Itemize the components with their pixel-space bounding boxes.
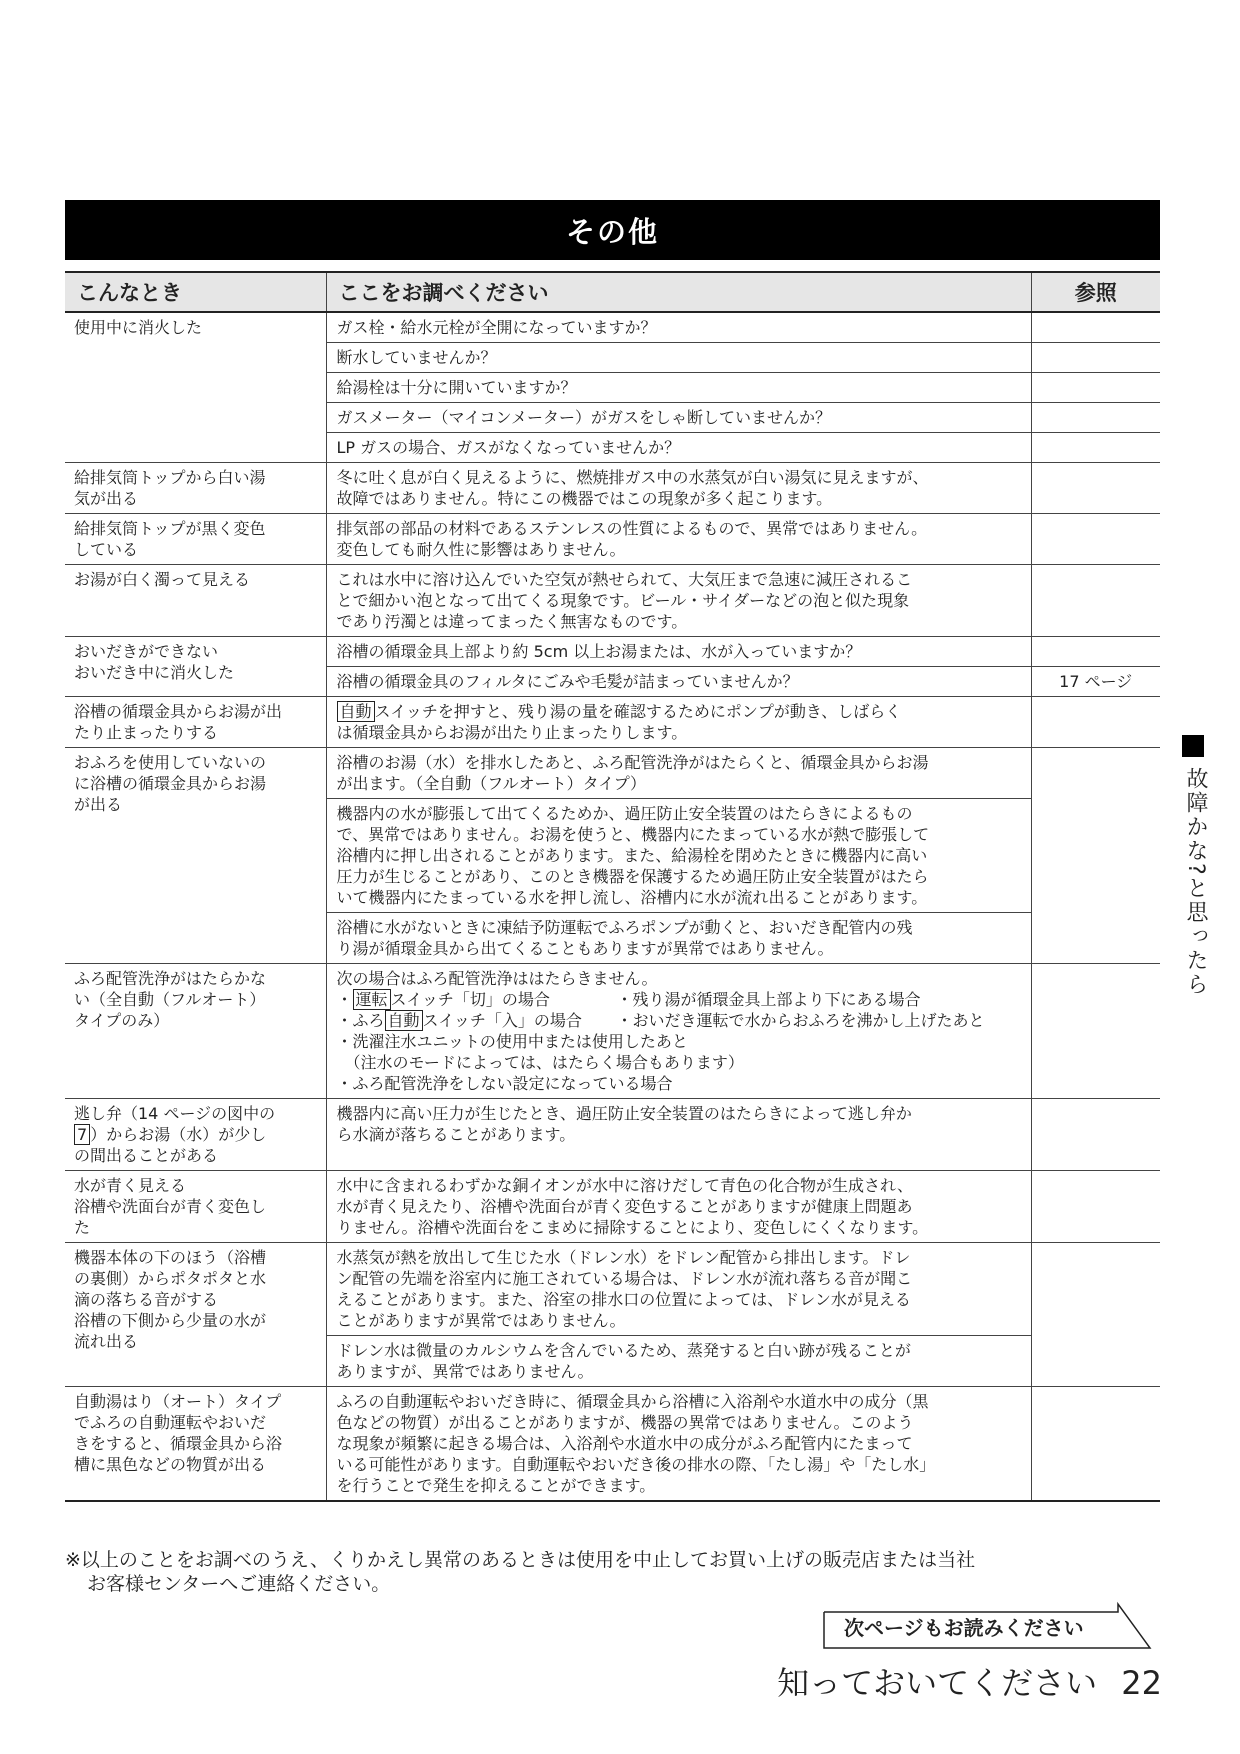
cell-ref [1031, 637, 1160, 667]
check-line: （注水のモードによっては、はたらく場合もあります） [344, 1053, 744, 1072]
check-line: りません。浴槽や洗面台をこまめに掃除することにより、変色しにくくなります。 [336, 1218, 929, 1237]
cell-check [326, 565, 1031, 637]
cell-check: ガスメーター（マイコンメーター）がガスをしゃ断していませんか？ [326, 403, 1031, 433]
check-line: ・ふろ配管洗浄をしない設定になっている場合 [336, 1074, 673, 1093]
table-row [65, 697, 1160, 748]
when-line: おふろを使用していないの [74, 753, 267, 772]
when-line: が出る [74, 795, 123, 814]
cell-check [326, 1171, 1031, 1243]
cell-check: ガス栓・給水元栓が全開になっていますか？ [326, 312, 1031, 343]
cell-ref [1031, 373, 1160, 403]
cell-when [65, 1099, 326, 1171]
check-line: 圧力が生じることがあり、このとき機器を保護するため過圧防止安全装置がはたら [336, 867, 929, 886]
square-icon [1182, 735, 1204, 757]
header-ref: 参照 [1031, 272, 1160, 312]
when-line: 逃し弁（14 ページの図中の [74, 1104, 276, 1123]
when-line: 槽に黒色などの物質が出る [74, 1455, 267, 1474]
check-line: ら水滴が落ちることがあります。 [336, 1125, 576, 1144]
when-line: に浴槽の循環金具からお湯 [74, 774, 267, 793]
cell-check: LP ガスの場合、ガスがなくなっていませんか？ [326, 433, 1031, 463]
when-line: おいだきができない [74, 642, 219, 661]
cell-ref [1031, 1243, 1160, 1387]
check-line: であり汚濁とは違ってまったく無害なものです。 [336, 612, 688, 631]
check-line: ドレン水は微量のカルシウムを含んでいるため、蒸発すると白い跡が残ることが [336, 1341, 911, 1360]
check-line: えることがあります。また、浴室の排水口の位置によっては、ドレン水が見える [336, 1290, 911, 1309]
when-line: ふろ配管洗浄がはたらかな [74, 969, 267, 988]
cell-when [65, 1171, 326, 1243]
footer-label: 知っておいてください [777, 1664, 1098, 1702]
footnote-line: お客様センターへご連絡ください。 [87, 1573, 391, 1595]
when-line: 給排気筒トップが黒く変色 [74, 519, 266, 538]
when-line: 滴の落ちる音がする [74, 1290, 219, 1309]
check-line: 機器内に高い圧力が生じたとき、過圧防止安全装置のはたらきによって逃し弁か [336, 1104, 912, 1123]
check-line: は循環金具からお湯が出たり止まったりします。 [336, 723, 688, 742]
header-when: こんなとき [65, 272, 326, 312]
when-text: ）からお湯（水）が少し [90, 1125, 267, 1144]
bullet-reheat: ・おいだき運転で水からおふろを沸かし上げたあと [616, 1011, 985, 1030]
bullet-run-off [337, 989, 617, 1010]
check-line: 浴槽のお湯（水）を排水したあと、ふろ配管洗浄がはたらくと、循環金具からお湯 [336, 753, 929, 772]
cell-ref [1031, 1099, 1160, 1171]
check-line: 水が青く見えたり、浴槽や洗面台が青く変色することがありますが健康上問題あ [336, 1197, 913, 1216]
table-row [65, 964, 1160, 1099]
check-line: 浴槽に水がないときに凍結予防運転でふろポンプが動くと、おいだき配管内の残 [336, 918, 913, 937]
check-line: 機器内の水が膨張して出てくるためか、過圧防止安全装置のはたらきによるもの [336, 804, 913, 823]
cell-ref [1031, 343, 1160, 373]
cell-ref [1031, 697, 1160, 748]
next-page-tag [822, 1600, 1152, 1650]
cell-ref [1031, 748, 1160, 964]
when-line: 浴槽や洗面台が青く変色し [74, 1197, 267, 1216]
check-line: を行うことで発生を抑えることができます。 [336, 1476, 656, 1495]
table-row [65, 748, 1160, 799]
table-row [65, 1171, 1160, 1243]
page-footer [777, 1658, 1162, 1704]
cell-check [326, 697, 1031, 748]
next-page-label: 次ページもお読みください [844, 1616, 1084, 1640]
when-line: でふろの自動運転やおいだ [74, 1413, 267, 1432]
check-line: いる可能性があります。自動運転やおいだき後の排水の際、「たし湯」や「たし水」 [336, 1455, 936, 1474]
cell-ref [1031, 1171, 1160, 1243]
check-line: 変色しても耐久性に影響はありません。 [336, 540, 626, 559]
check-text: スイッチ「入」の場合 [422, 1011, 582, 1030]
cell-when [65, 514, 326, 565]
footnote-line: ※以上のことをお調べのうえ、くりかえし異常のあるときは使用を中止してお買い上げの販売店または当社 [65, 1549, 976, 1571]
when-line: 浴槽の循環金具からお湯が出 [74, 702, 283, 721]
cell-check [326, 799, 1031, 913]
cell-ref [1031, 463, 1160, 514]
table-row [65, 637, 1160, 667]
when-line: 気が出る [74, 489, 139, 508]
when-line: い（全自動（フルオート） [74, 990, 266, 1009]
cell-ref [1031, 312, 1160, 343]
cell-check: 断水していませんか？ [326, 343, 1031, 373]
cell-check: 給湯栓は十分に開いていますか？ [326, 373, 1031, 403]
check-line: で、異常ではありません。お湯を使うと、機器内にたまっている水が熱で膨張して [336, 825, 930, 844]
when-line: 流れ出る [74, 1332, 139, 1351]
cell-when [65, 1243, 326, 1387]
check-line: ありますが、異常ではありません。 [336, 1362, 594, 1381]
when-line: している [74, 540, 139, 559]
auto-switch-label: 自動 [385, 1010, 423, 1031]
auto-switch-label: 自動 [337, 701, 375, 722]
check-line: ン配管の先端を浴室内に施工されている場合は、ドレン水が流れ落ちる音が聞こ [336, 1269, 913, 1288]
check-text: スイッチ「切」の場合 [390, 990, 550, 1009]
check-line: な現象が頻繁に起きる場合は、入浴剤や水道水中の成分がふろ配管内にたまって [336, 1434, 913, 1453]
table-row [65, 565, 1160, 637]
bullet-mark: ・ [336, 990, 353, 1009]
when-line: 自動湯はり（オート）タイプ [74, 1392, 282, 1411]
cell-ref [1031, 514, 1160, 565]
check-line: 故障ではありません。特にこの機器ではこの現象が多く起こります。 [336, 489, 833, 508]
cell-ref [1031, 964, 1160, 1099]
cell-check: 浴槽の循環金具のフィルタにごみや毛髪が詰まっていませんか？ [326, 667, 1031, 697]
when-line: た [74, 1218, 91, 1237]
check-line: これは水中に溶け込んでいた空気が熱せられて、大気圧まで急速に減圧されるこ [336, 570, 913, 589]
check-line: 浴槽内に押し出されることがあります。また、給湯栓を閉めたときに機器内に高い [336, 846, 928, 865]
table-row [65, 514, 1160, 565]
cell-check [326, 1243, 1031, 1336]
section-title: その他 [65, 200, 1160, 260]
cell-check [326, 913, 1031, 964]
table-row [65, 1243, 1160, 1336]
table-row [65, 1387, 1160, 1502]
figure-number: 7 [74, 1124, 90, 1145]
cell-check [326, 463, 1031, 514]
check-line: とで細かい泡となって出てくる現象です。ビール・サイダーなどの泡と似た現象 [336, 591, 910, 610]
cell-check [326, 1336, 1031, 1387]
header-check: ここをお調べください [326, 272, 1031, 312]
table-header-row [65, 272, 1160, 312]
check-line: 冬に吐く息が白く見えるように、燃焼排ガス中の水蒸気が白い湯気に見えますが、 [336, 468, 929, 487]
cell-check [326, 748, 1031, 799]
cell-when [65, 964, 326, 1099]
when-line: の裏側）からポタポタと水 [74, 1269, 267, 1288]
cell-check [326, 1099, 1031, 1171]
page-number: 22 [1121, 1664, 1162, 1702]
run-switch-label: 運転 [353, 989, 391, 1010]
bullet-remaining-water: ・残り湯が循環金具上部より下にある場合 [616, 990, 921, 1009]
when-line: 機器本体の下のほう（浴槽 [74, 1248, 267, 1267]
check-line: り湯が循環金具から出てくることもありますが異常ではありません。 [336, 939, 834, 958]
cell-check [326, 514, 1031, 565]
cell-check [326, 1387, 1031, 1502]
check-line: 水蒸気が熱を放出して生じた水（ドレン水）をドレン配管から排出します。ドレ [336, 1248, 911, 1267]
check-line: 排気部の部品の材料であるステンレスの性質によるもので、異常ではありません。 [336, 519, 928, 538]
check-text: ・ふろ [336, 1011, 385, 1030]
cell-ref [1031, 433, 1160, 463]
cell-when: 使用中に消火した [65, 312, 326, 463]
cell-ref [1031, 565, 1160, 637]
side-tab-label: 故障かな?と思ったら [1183, 767, 1208, 997]
cell-when: お湯が白く濁って見える [65, 565, 326, 637]
check-line: ふろの自動運転やおいだき時に、循環金具から浴槽に入浴剤や水道水中の成分（黒 [336, 1392, 929, 1411]
check-line: 水中に含まれるわずかな銅イオンが水中に溶けだして青色の化合物が生成され、 [336, 1176, 913, 1195]
check-line: 次の場合はふろ配管洗浄ははたらきません。 [336, 969, 658, 988]
cell-check: 浴槽の循環金具上部より約 5cm 以上お湯または、水が入っていますか？ [326, 637, 1031, 667]
when-line: の間出ることがある [74, 1146, 219, 1165]
when-line: 給排気筒トップから白い湯 [74, 468, 266, 487]
table-row [65, 312, 1160, 343]
when-line: 水が青く見える [74, 1176, 187, 1195]
cell-ref [1031, 1387, 1160, 1502]
cell-when [65, 697, 326, 748]
troubleshooting-table [65, 271, 1160, 1502]
table-row [65, 463, 1160, 514]
cell-ref [1031, 403, 1160, 433]
cell-when [65, 1387, 326, 1502]
check-line [337, 989, 1021, 1010]
cell-when [65, 748, 326, 964]
check-line [337, 701, 1021, 722]
when-line [74, 1124, 316, 1145]
check-line: が出ます。（全自動（フルオート）タイプ） [336, 774, 646, 793]
check-text: スイッチを押すと、残り湯の量を確認するためにポンプが動き、しばらく [374, 702, 902, 721]
check-line: ・洗濯注水ユニットの使用中または使用したあと [336, 1032, 688, 1051]
when-line: おいだき中に消火した [74, 663, 235, 682]
when-line: 浴槽の下側から少量の水が [74, 1311, 267, 1330]
when-line: タイプのみ） [74, 1011, 170, 1030]
bullet-auto-on [337, 1010, 617, 1031]
check-line: ことがありますが異常ではありません。 [336, 1311, 626, 1330]
footnote [65, 1548, 1165, 1596]
cell-when [65, 463, 326, 514]
table-row [65, 1099, 1160, 1171]
side-tab [1180, 735, 1220, 1001]
check-line [337, 1010, 1021, 1031]
cell-check [326, 964, 1031, 1099]
cell-ref-page: 17 ページ [1031, 667, 1160, 697]
check-line: いて機器内にたまっている水を押し流し、浴槽内に水が流れ出ることがあります。 [336, 888, 928, 907]
cell-when [65, 637, 326, 697]
when-line: たり止まったりする [74, 723, 219, 742]
when-line: きをすると、循環金具から浴 [74, 1434, 283, 1453]
check-line: 色などの物質）が出ることがありますが、機器の異常ではありません。このよう [336, 1413, 914, 1432]
